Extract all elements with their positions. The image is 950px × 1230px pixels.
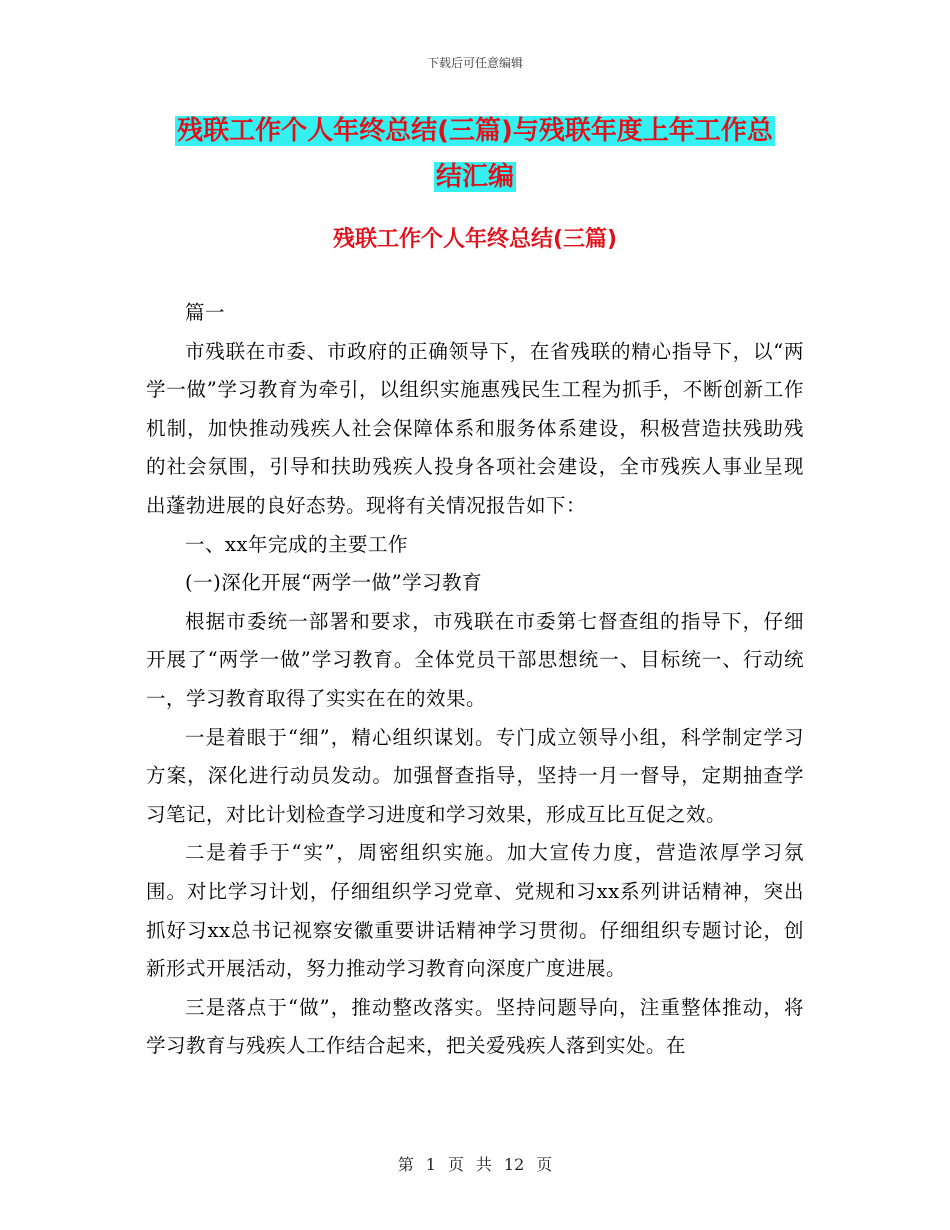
document-title xyxy=(0,108,950,200)
paragraph: (一)深化开展“两学一做”学习教育 xyxy=(185,571,483,595)
total-pages: 12 xyxy=(503,1155,525,1174)
paragraph: 三是落点于“做”，推动整改落实。坚持问题导向，注重整体推动，将学习教育与残疾人工作结合起来，把关爱残疾人落到实处。在 xyxy=(146,995,804,1058)
page-label-mid: 页 xyxy=(447,1155,464,1174)
page-label-prefix: 第 xyxy=(397,1155,414,1174)
paragraph: 二是着手于“实”，周密组织实施。加大宣传力度，营造浓厚学习氛围。对比学习计划，仔细组织学习党章、党规和习xx系列讲话精神，突出抓好习xx总书记视察安徽重要讲话精神学习贯彻。仔细组织专题讨论，创新形式开展活动，努力推动学习教育向深度广度进展。 xyxy=(146,841,804,981)
title-line-2: 结汇编 xyxy=(435,162,514,192)
page-number: 1 xyxy=(425,1155,436,1174)
paragraph: 一是着眼于“细”，精心组织谋划。专门成立领导小组，科学制定学习方案，深化进行动员发动。加强督查指导，坚持一月一督导，定期抽查学习笔记，对比计划检查学习进度和学习效果，形成互比互促之效。 xyxy=(146,725,804,826)
paragraph: 根据市委统一部署和要求，市残联在市委第七督查组的指导下，仔细开展了“两学一做”学习教育。全体党员干部思想统一、目标统一、行动统一，学习教育取得了实实在在的效果。 xyxy=(146,609,804,710)
header-note: 下载后可任意编辑 xyxy=(426,56,523,70)
document-body xyxy=(146,294,804,1066)
page-footer xyxy=(0,1152,950,1175)
paragraph: 市残联在市委、市政府的正确领导下，在省残联的精心指导下，以“两学一做”学习教育为牵引，以组织实施惠残民生工程为抓手，不断创新工作机制，加快推动残疾人社会保障体系和服务体系建设，积极营造扶残助残的社会氛围，引导和扶助残疾人投身各项社会建设，全市残疾人事业呈现出蓬勃进展的良好态势。现将有关情况报告如下： xyxy=(146,339,804,517)
section-title: 残联工作个人年终总结(三篇) xyxy=(332,227,618,252)
paragraph: 一、xx年完成的主要工作 xyxy=(185,532,408,556)
paragraph: 篇一 xyxy=(185,301,226,324)
page-label-suffix: 页 xyxy=(536,1155,553,1174)
title-line-1: 残联工作个人年终总结(三篇)与残联年度上年工作总 xyxy=(177,116,773,146)
total-label: 共 xyxy=(475,1155,492,1174)
